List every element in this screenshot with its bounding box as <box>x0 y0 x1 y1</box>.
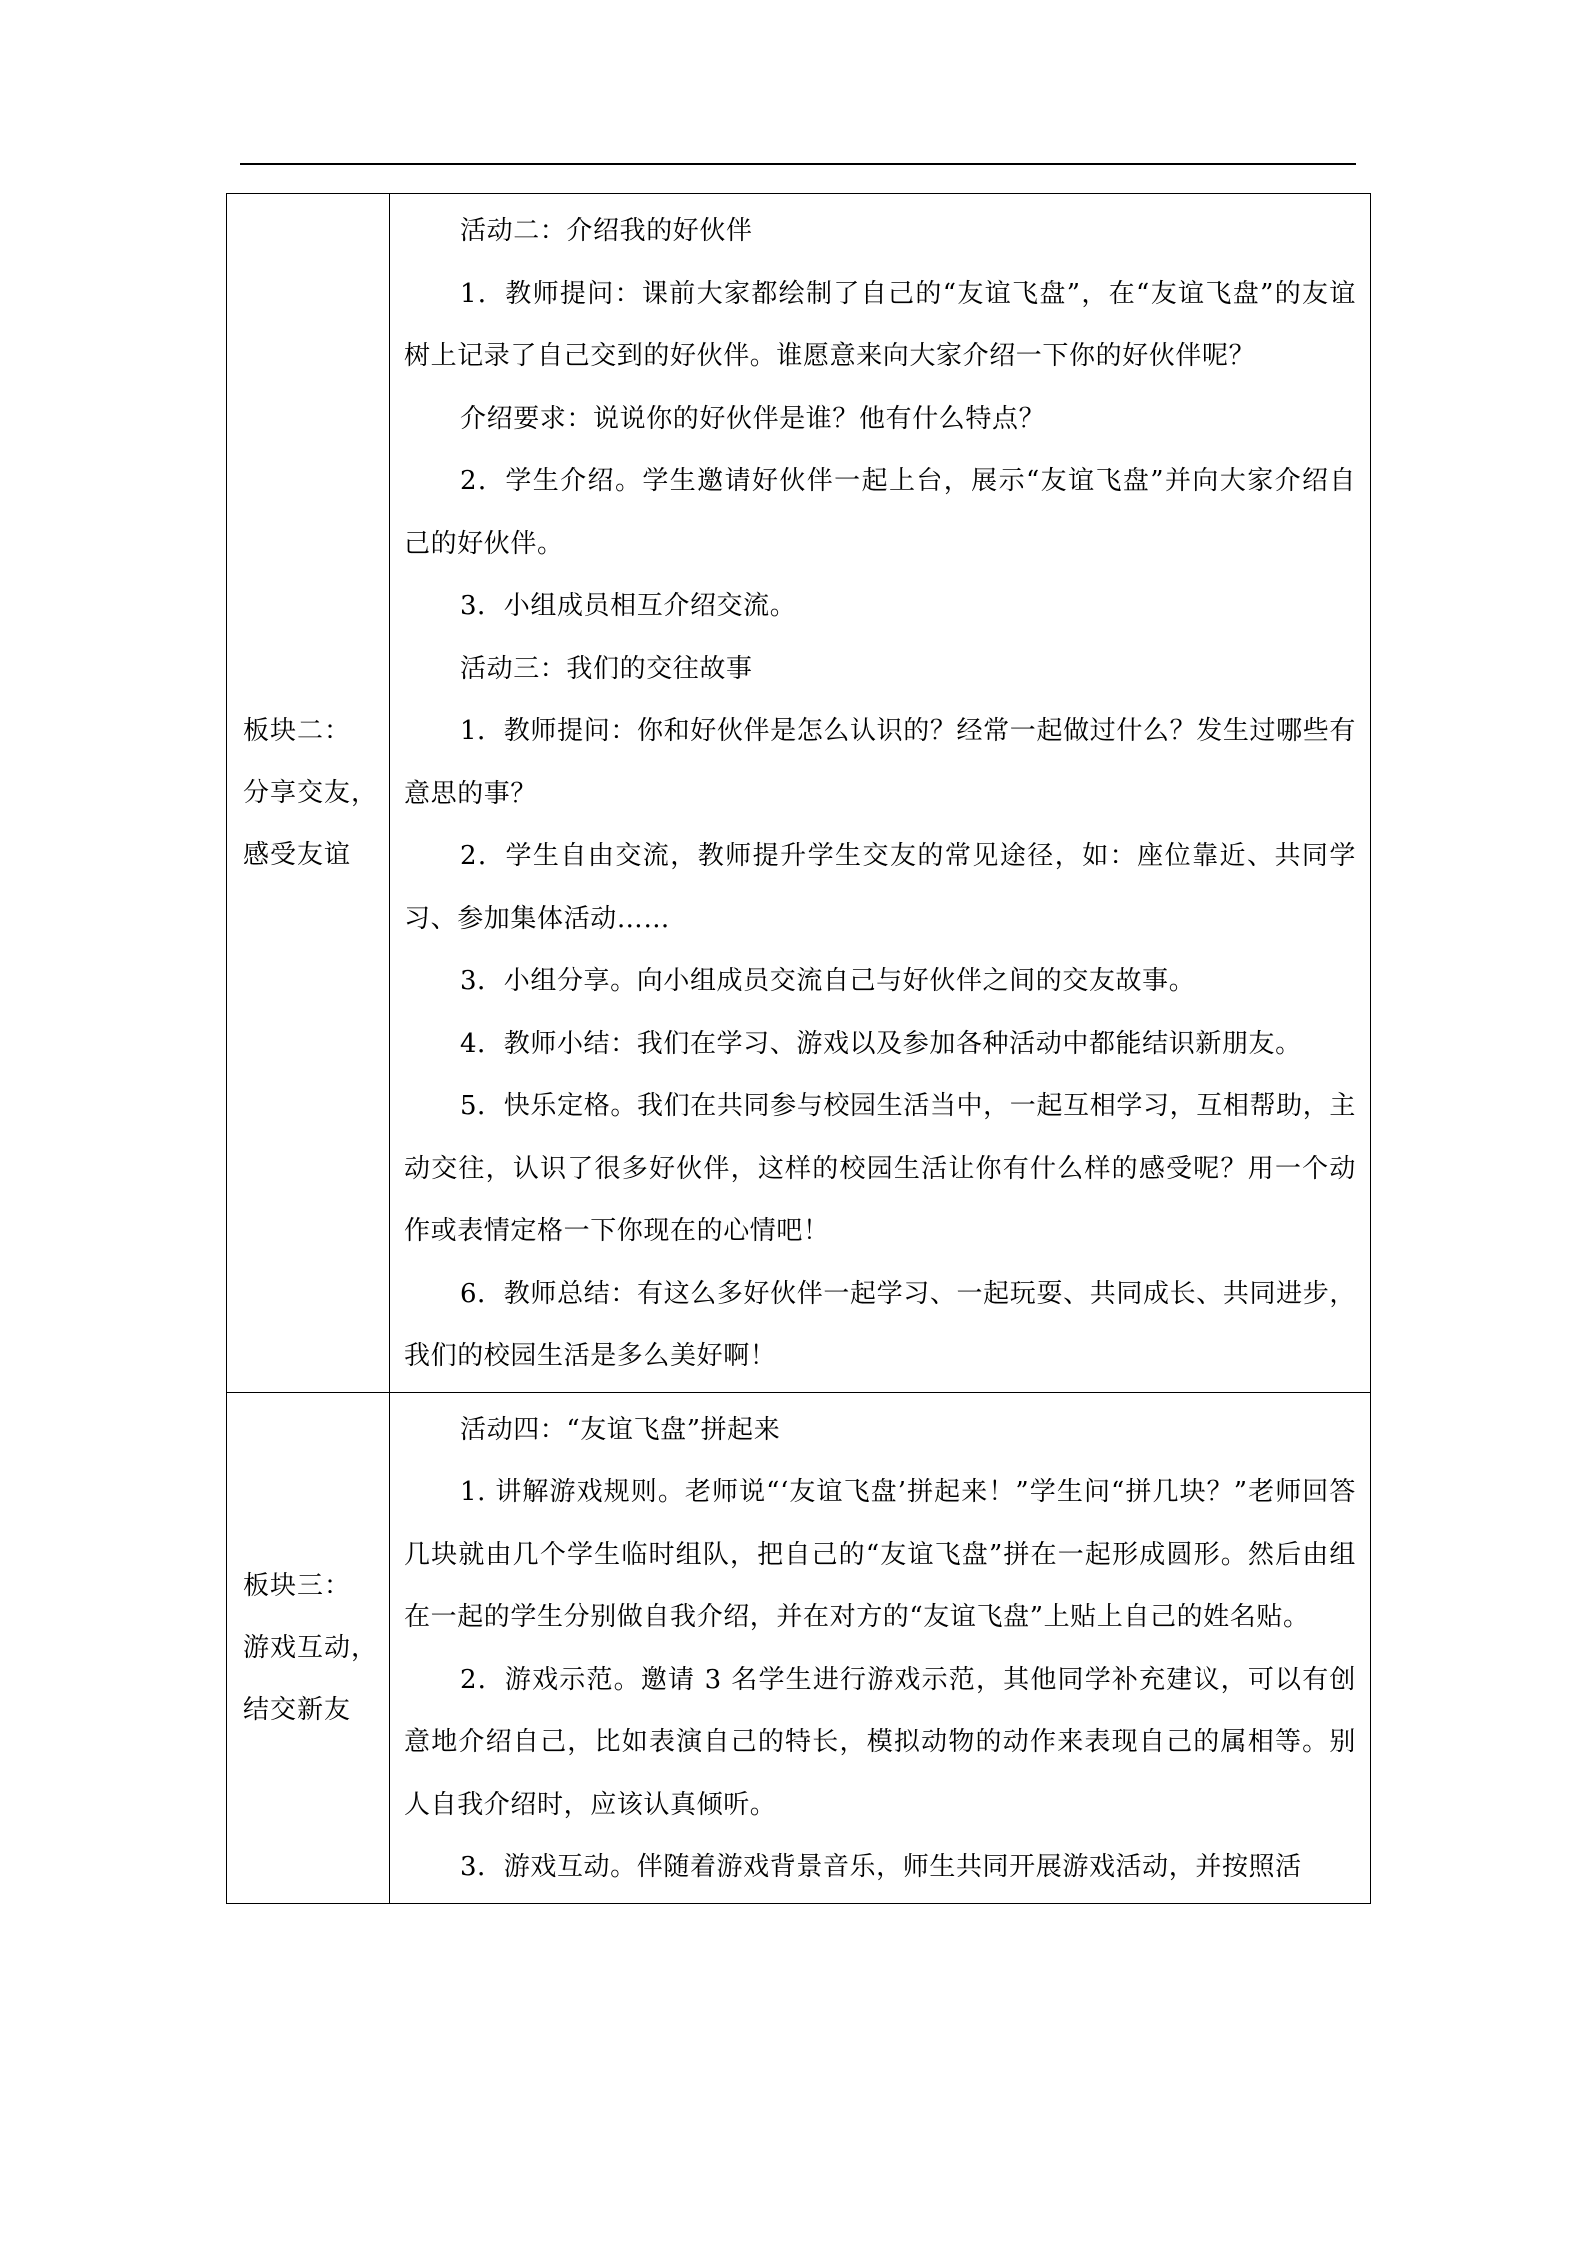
block-label-cell <box>227 194 390 1393</box>
block-label-line: 板块三： <box>243 1570 352 1601</box>
paragraph: 1．教师提问：课前大家都绘制了自己的“友谊飞盘”，在“友谊飞盘”的友谊树上记录了自己交到的好伙伴。谁愿意来向大家介绍一下你的好伙伴呢？ <box>404 278 1356 371</box>
paragraph: 3．小组分享。向小组成员交流自己与好伙伴之间的交友故事。 <box>460 966 1196 996</box>
activity-heading: 活动四：“友谊飞盘”拼起来 <box>460 1414 781 1445</box>
paragraph: 6．教师总结：有这么多好伙伴一起学习、一起玩耍、共同成长、共同进步，我们的校园生活是多么美好啊！ <box>404 1278 1356 1371</box>
paragraph: 介绍要求：说说你的好伙伴是谁？他有什么特点？ <box>460 403 1046 434</box>
paragraph: 2．学生介绍。学生邀请好伙伴一起上台，展示“友谊飞盘”并向大家介绍自己的好伙伴。 <box>404 466 1356 559</box>
block-label-line: 结交新友 <box>243 1694 352 1725</box>
block-content-cell <box>390 1392 1371 1903</box>
block-label-line: 游戏互动， <box>243 1632 379 1663</box>
paragraph: 1. 讲解游戏规则。老师说“‘友谊飞盘’拼起来！”学生问“拼几块？”老师回答几块就由几个学生临时组队，把自己的“友谊飞盘”拼在一起形成圆形。然后由组在一起的学生分别做自我介绍，并在对方的“友谊飞盘”上贴上自己的姓名贴。 <box>404 1477 1356 1632</box>
paragraph: 3．游戏互动。伴随着游戏背景音乐，师生共同开展游戏活动，并按照活 <box>460 1852 1302 1882</box>
block-label-line: 感受友谊 <box>243 839 352 870</box>
block-content-cell <box>390 194 1371 1393</box>
paragraph: 5．快乐定格。我们在共同参与校园生活当中，一起互相学习，互相帮助，主动交往，认识了很多好伙伴，这样的校园生活让你有什么样的感受呢？用一个动作或表情定格一下你现在的心情吧！ <box>404 1091 1356 1246</box>
activity-heading: 活动二：介绍我的好伙伴 <box>460 216 753 246</box>
paragraph: 3．小组成员相互介绍交流。 <box>460 591 797 621</box>
lesson-plan-table <box>226 193 1371 1904</box>
paragraph: 2．学生自由交流，教师提升学生交友的常见途径，如：座位靠近、共同学习、参加集体活动…… <box>404 841 1356 934</box>
activity-heading: 活动三：我们的交往故事 <box>460 653 753 684</box>
block-label-line: 分享交友， <box>243 777 379 808</box>
block-label-line: 板块二： <box>243 715 352 746</box>
table-row <box>227 1392 1371 1903</box>
block-label-cell <box>227 1392 390 1903</box>
paragraph: 2．游戏示范。邀请 3 名学生进行游戏示范，其他同学补充建议，可以有创意地介绍自己，比如表演自己的特长，模拟动物的动作来表现自己的属相等。别人自我介绍时，应该认真倾听。 <box>404 1664 1356 1820</box>
table-row <box>227 194 1371 1393</box>
paragraph: 4．教师小结：我们在学习、游戏以及参加各种活动中都能结识新朋友。 <box>460 1028 1302 1059</box>
header-rule <box>240 163 1356 165</box>
paragraph: 1．教师提问：你和好伙伴是怎么认识的？经常一起做过什么？发生过哪些有意思的事？ <box>404 716 1356 809</box>
